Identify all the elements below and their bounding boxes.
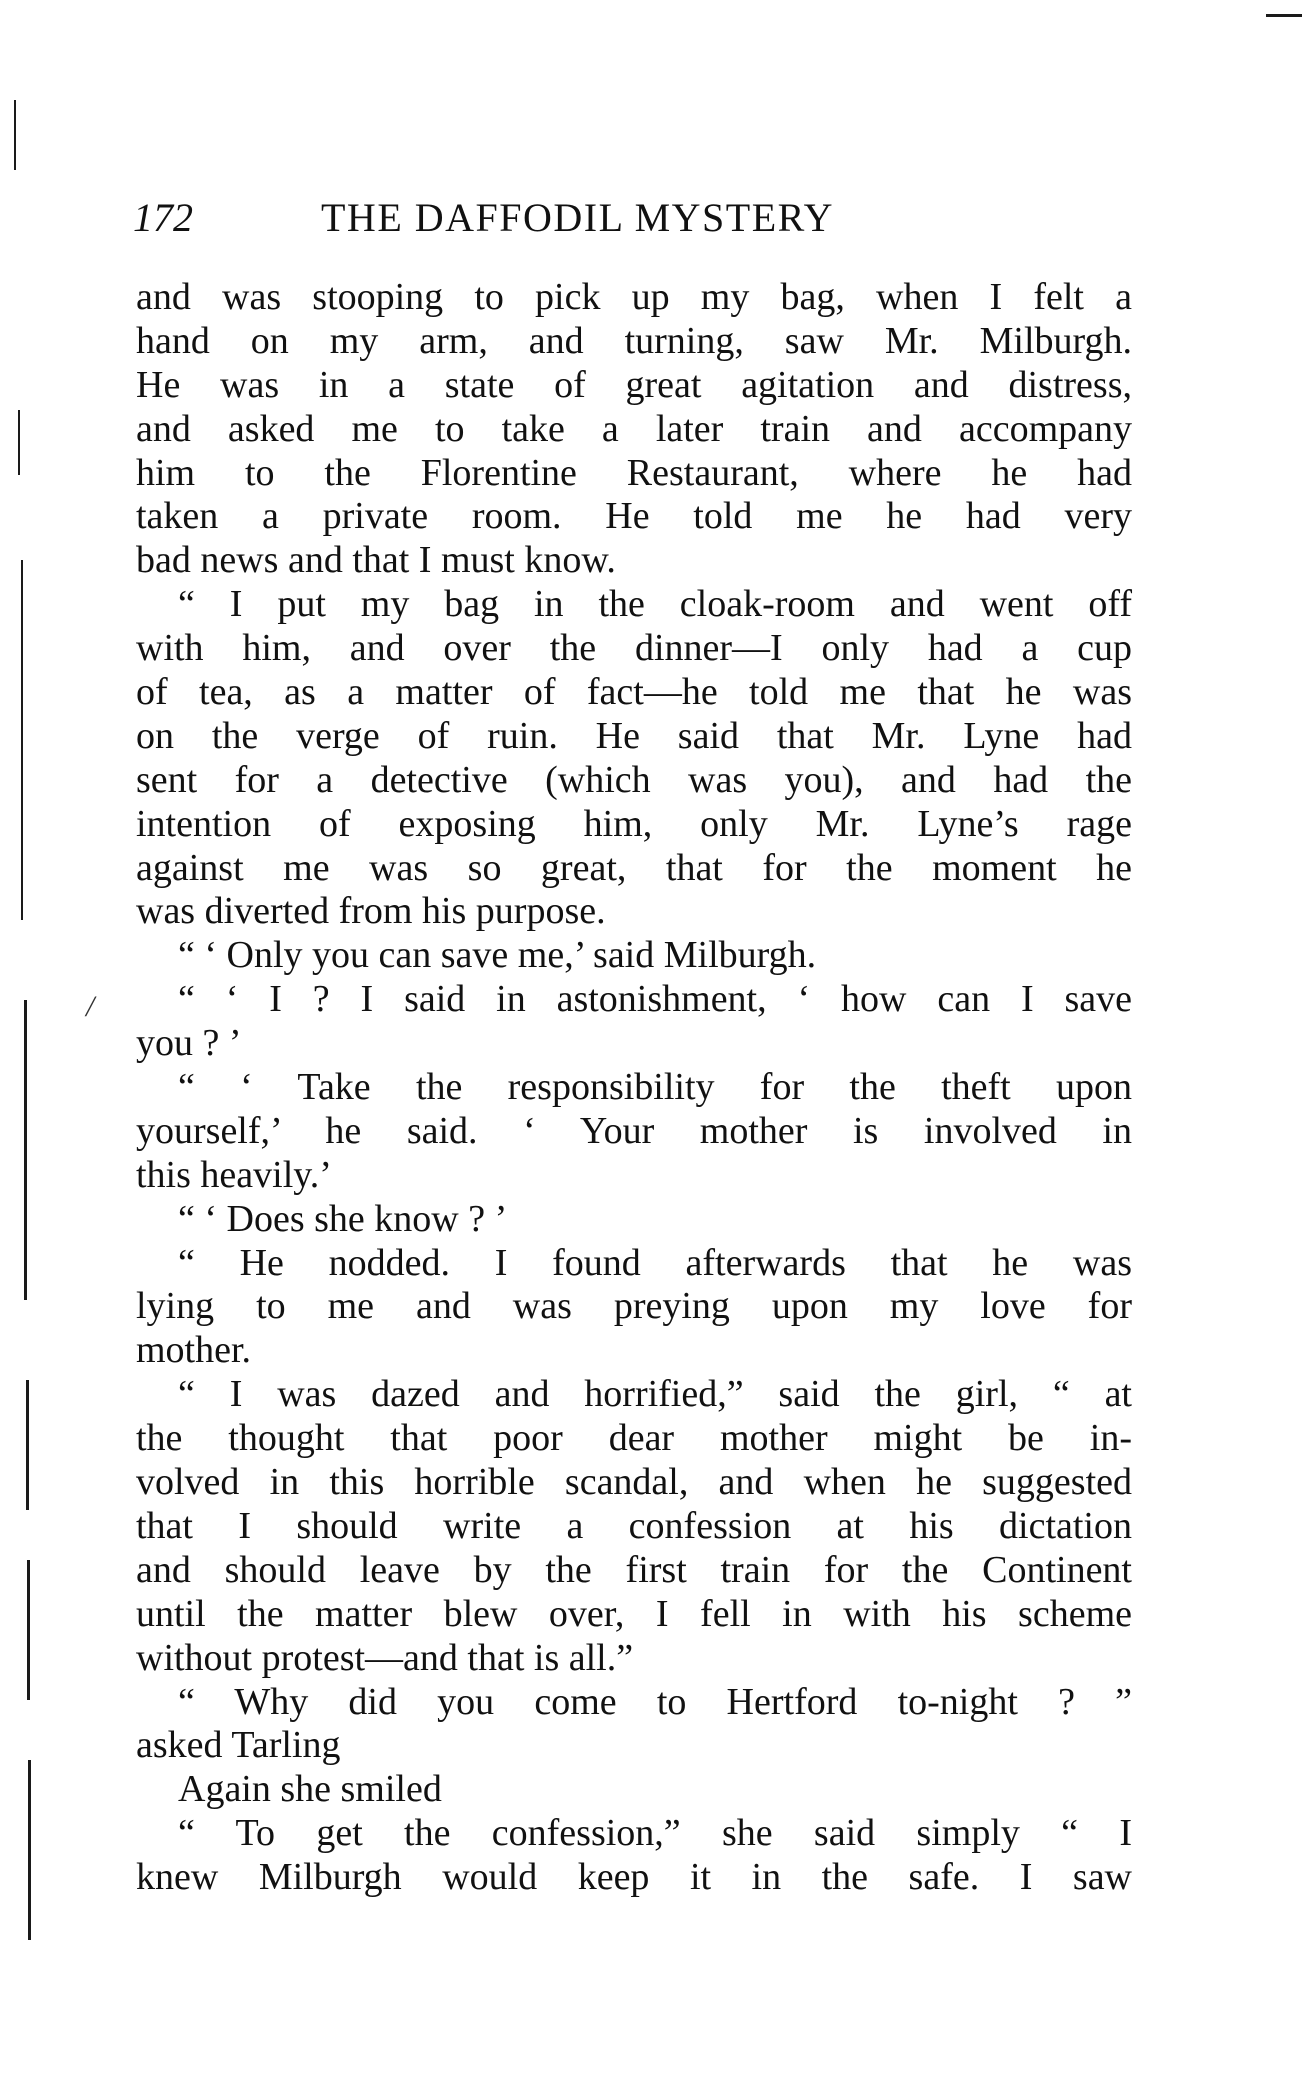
text-line: knew Milburgh would keep it in the safe. I saw xyxy=(136,1856,1132,1899)
text-line: “ ‘ Only you can save me,’ said Milburgh. xyxy=(178,934,817,977)
text-line: “ ‘ Take the responsibility for the theft upon xyxy=(178,1066,1132,1109)
scan-edge-mark xyxy=(26,1380,29,1510)
text-line: until the matter blew over, I fell in with his scheme xyxy=(136,1592,1132,1635)
text-line: the thought that poor dear mother might be in- xyxy=(136,1417,1132,1460)
text-line: this heavily.’ xyxy=(136,1153,332,1196)
margin-slash-mark: / xyxy=(86,990,95,1023)
text-line: and asked me to take a later train and accompany xyxy=(136,407,1132,450)
text-line: you ? ’ xyxy=(136,1022,242,1065)
text-line: and was stooping to pick up my bag, when I felt a xyxy=(136,276,1132,318)
text-line: “ To get the confession,” she said simply “ I xyxy=(178,1812,1132,1855)
text-line: and should leave by the first train for the Continent xyxy=(136,1548,1132,1591)
text-line: “ He nodded. I found afterwards that he was xyxy=(178,1241,1132,1284)
text-line: that I should write a confession at his dictation xyxy=(136,1504,1132,1547)
text-line: on the verge of ruin. He said that Mr. Lyne had xyxy=(136,714,1132,757)
text-line: volved in this horrible scandal, and when he suggested xyxy=(136,1461,1132,1504)
scan-edge-mark xyxy=(24,1000,27,1300)
text-line: sent for a detective (which was you), and had the xyxy=(136,758,1132,801)
text-line: of tea, as a matter of fact—he told me that he was xyxy=(136,671,1132,714)
text-line: with him, and over the dinner—I only had a cup xyxy=(136,627,1132,670)
body-text xyxy=(136,276,1132,1900)
running-title: THE DAFFODIL MYSTERY xyxy=(321,195,834,240)
text-line: taken a private room. He told me he had very xyxy=(136,495,1132,538)
text-line: He was in a state of great agitation and distress, xyxy=(136,363,1132,406)
text-line: “ ‘ Does she know ? ’ xyxy=(178,1197,508,1240)
scan-edge-mark xyxy=(28,1760,31,1940)
text-line: “ ‘ I ? I said in astonishment, ‘ how can I save xyxy=(178,978,1132,1021)
text-line: hand on my arm, and turning, saw Mr. Milburgh. xyxy=(136,319,1132,362)
page-number: 172 xyxy=(133,195,193,240)
scan-edge-mark xyxy=(14,100,16,170)
text-line: was diverted from his purpose. xyxy=(136,890,606,933)
text-line: “ Why did you come to Hertford to-night ? ” xyxy=(178,1680,1132,1723)
text-line: yourself,’ he said. ‘ Your mother is involved in xyxy=(136,1109,1132,1152)
text-line: against me was so great, that for the moment he xyxy=(136,846,1132,889)
text-line: asked Tarling xyxy=(136,1724,341,1767)
text-line: mother. xyxy=(136,1329,252,1372)
text-line: lying to me and was preying upon my love for xyxy=(136,1285,1132,1328)
scan-edge-mark xyxy=(1266,14,1302,17)
text-line: Again she smiled xyxy=(178,1768,442,1811)
text-line: “ I was dazed and horrified,” said the girl, “ at xyxy=(178,1373,1132,1416)
page-header xyxy=(133,188,1133,248)
text-line: him to the Florentine Restaurant, where he had xyxy=(136,451,1132,494)
scan-edge-mark xyxy=(27,1560,30,1700)
scan-edge-mark xyxy=(21,560,23,920)
text-line: intention of exposing him, only Mr. Lyne’s rage xyxy=(136,802,1132,845)
scan-edge-mark xyxy=(18,410,20,475)
text-line: without protest—and that is all.” xyxy=(136,1636,634,1679)
text-line: bad news and that I must know. xyxy=(136,539,616,582)
text-line: “ I put my bag in the cloak-room and went off xyxy=(178,583,1132,626)
